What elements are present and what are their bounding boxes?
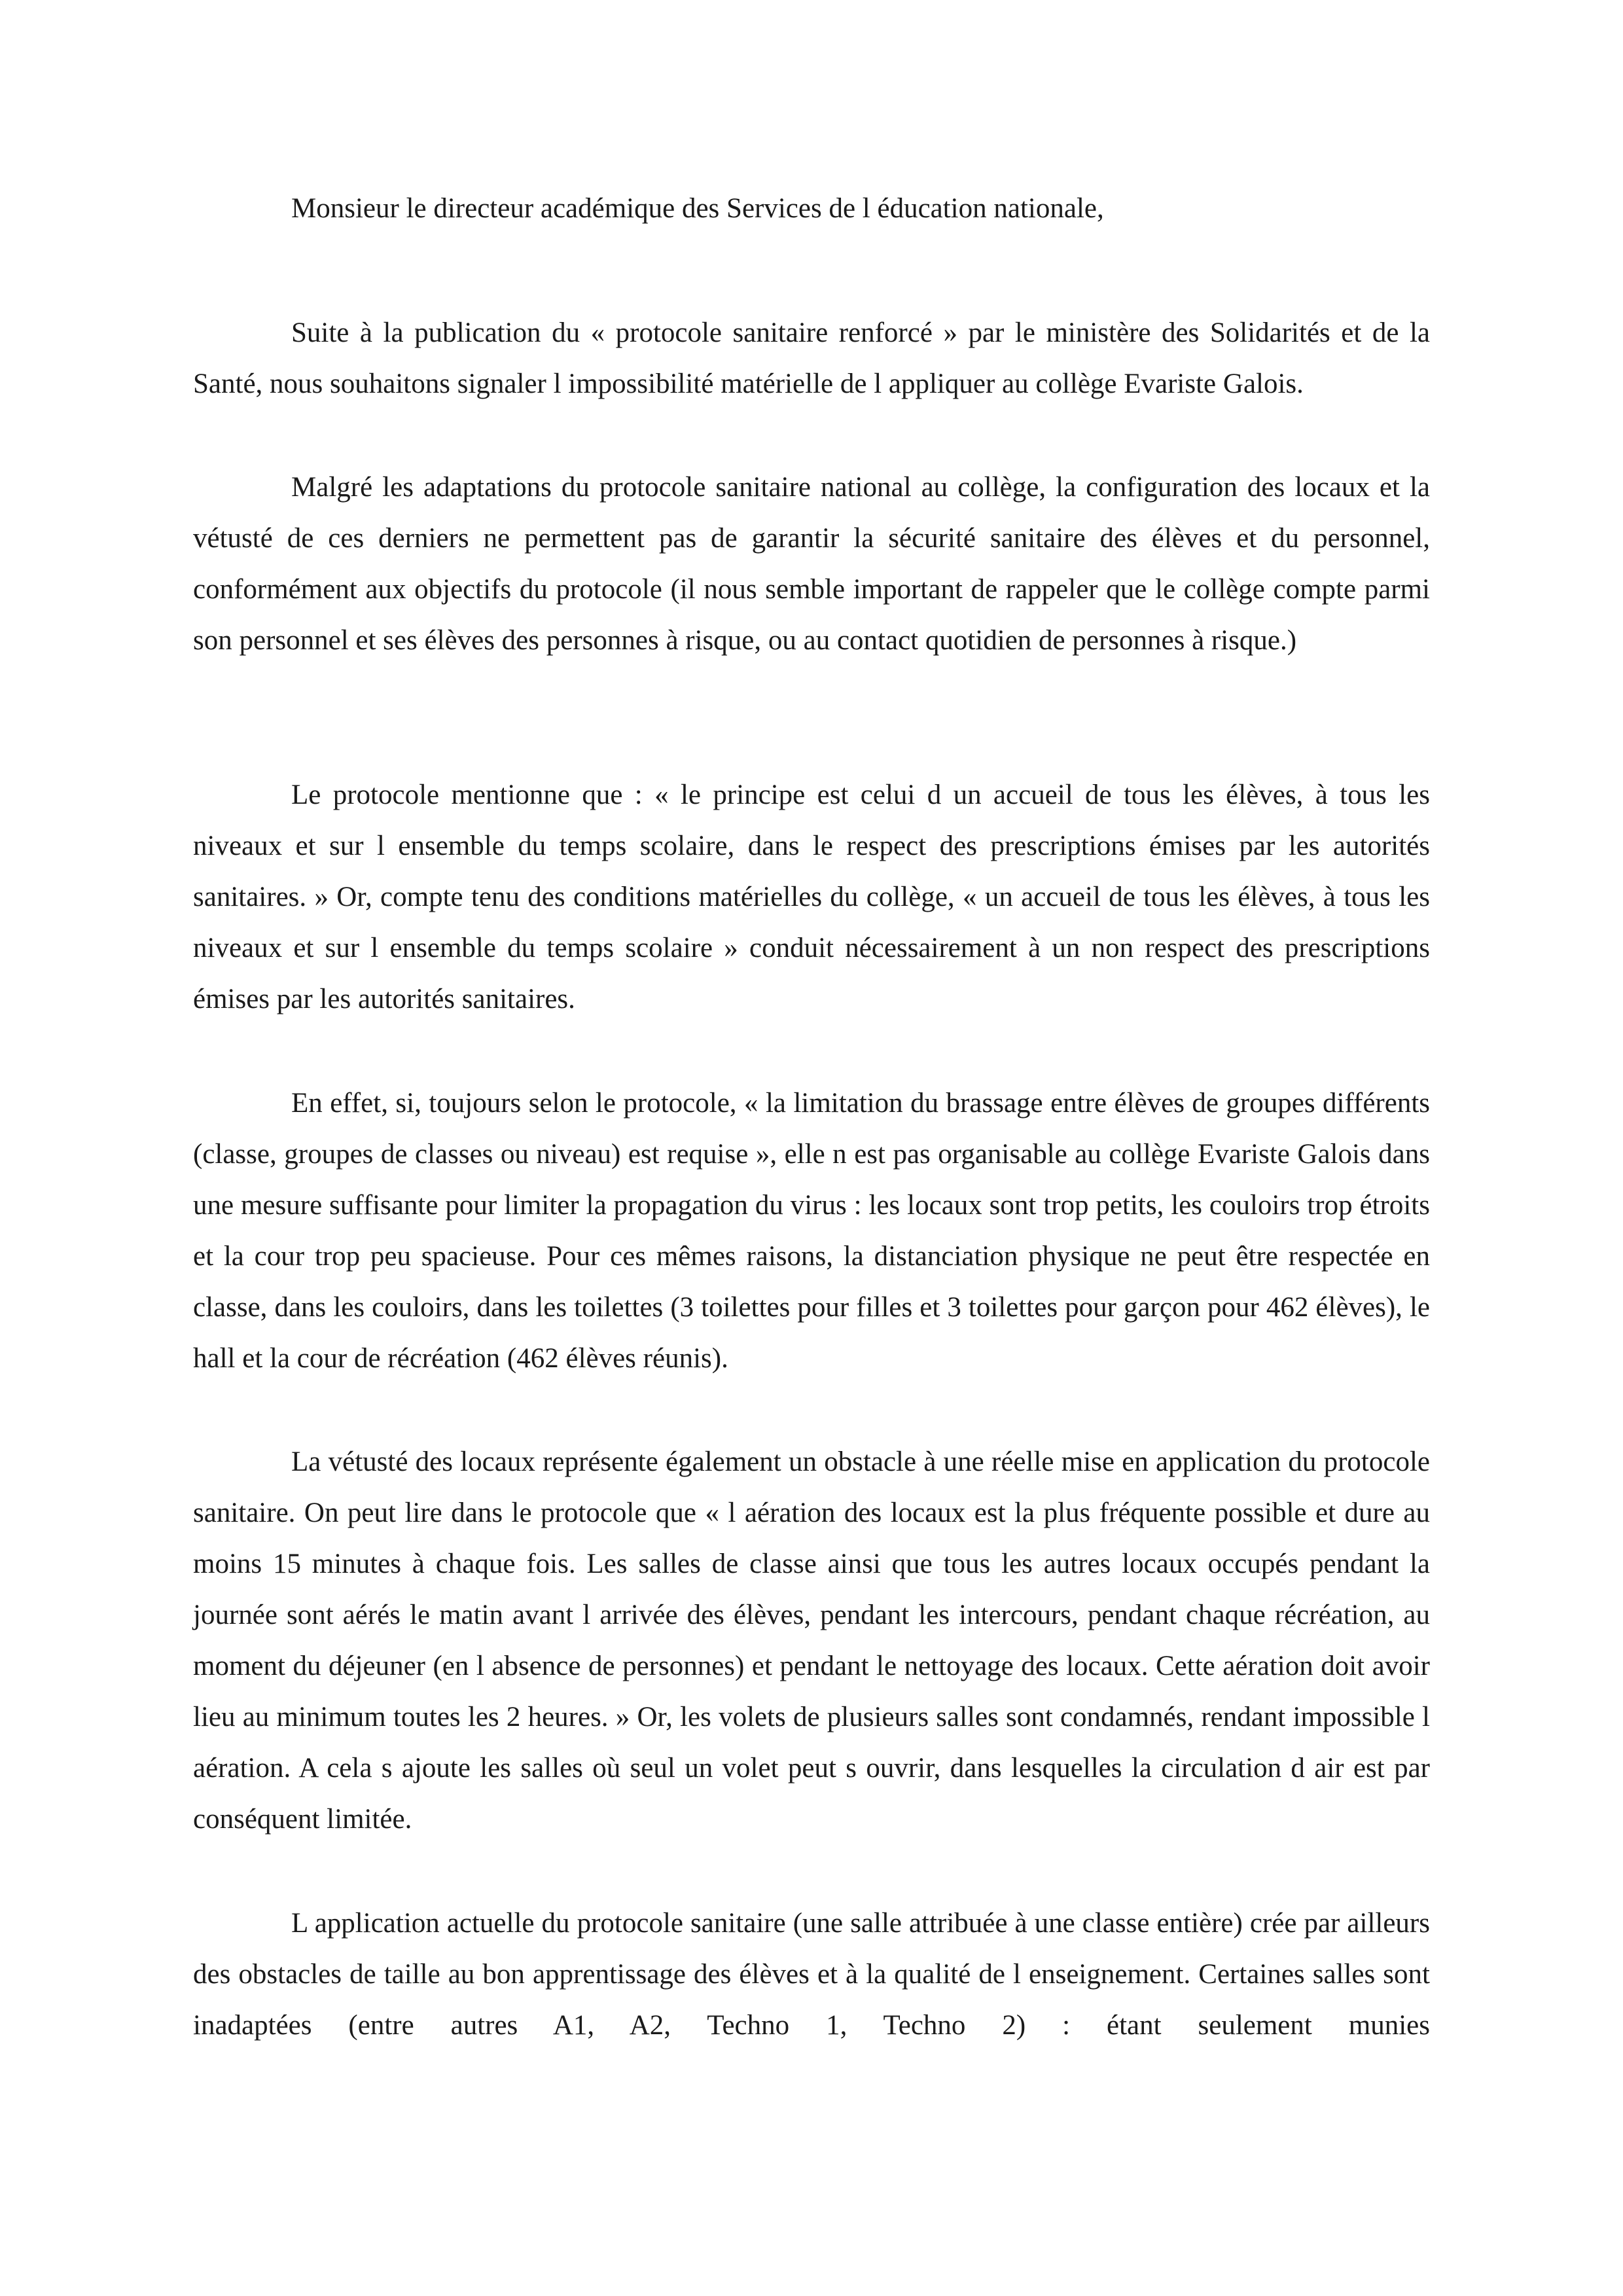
paragraph-protocol-principle: Le protocole mentionne que : « le principe est celui d un accueil de tous les élèves, à tous les niveaux et sur l ensemble du temps scolaire, dans le respect des prescriptions émises par les autorités sanitaires. » Or, compte tenu des conditions matérielles du collège, « un accueil de tous les élèves, à tous les niveaux et sur l ensemble du temps scolaire » conduit nécessairement à un non respect des prescriptions émises par les autorités sanitaires. (193, 780, 1430, 1014)
paragraph-ventilation: La vétusté des locaux représente également un obstacle à une réelle mise en application du protocole sanitaire. On peut lire dans le protocole que « l aération des locaux est la plus fréquente possible et dure au moins 15 minutes à chaque fois. Les salles de classe ainsi que tous les autres locaux occupés pendant la journée sont aérés le matin avant l arrivée des élèves, pendant les intercours, pendant chaque récréation, au moment du déjeuner (en l absence de personnes) et pendant le nettoyage des locaux. Cette aération doit avoir lieu au minimum toutes les 2 heures. » Or, les volets de plusieurs salles sont condamnés, rendant impossible l aération. A cela s ajoute les salles où seul un volet peut s ouvrir, dans lesquelles la circulation d air est par conséquent limitée. (193, 1446, 1430, 1835)
paragraph-room-allocation: L application actuelle du protocole sanitaire (une salle attribuée à une classe entière) crée par ailleurs des obstacles de taille au bon apprentissage des élèves et à la qualité de l enseignement. Certaines salles sont inadaptées (entre autres A1, A2, Techno 1, Techno 2) : étant seulement munies (193, 1908, 1430, 2041)
paragraph-premises-configuration: Malgré les adaptations du protocole sanitaire national au collège, la configuration des locaux et la vétusté de ces derniers ne permettent pas de garantir la sécurité sanitaire des élèves et du personnel, conformément aux objectifs du protocole (il nous semble important de rappeler que le collège compte parmi son personnel et ses élèves des personnes à risque, ou au contact quotidien de personnes à risque.) (193, 472, 1430, 656)
letter-salutation: Monsieur le directeur académique des Services de l éducation nationale, (291, 193, 1104, 224)
paragraph-protocol-publication: Suite à la publication du « protocole sanitaire renforcé » par le ministère des Solidarités et de la Santé, nous souhaitons signaler l impossibilité matérielle de l appliquer au collège Evariste Galois. (193, 317, 1430, 399)
paragraph-mixing-limitation: En effet, si, toujours selon le protocole, « la limitation du brassage entre élèves de groupes différents (classe, groupes de classes ou niveau) est requise », elle n est pas organisable au collège Evariste Galois dans une mesure suffisante pour limiter la propagation du virus : les locaux sont trop petits, les couloirs trop étroits et la cour trop peu spacieuse. Pour ces mêmes raisons, la distanciation physique ne peut être respectée en classe, dans les couloirs, dans les toilettes (3 toilettes pour filles et 3 toilettes pour garçon pour 462 élèves), le hall et la cour de récréation (462 élèves réunis). (193, 1088, 1430, 1374)
